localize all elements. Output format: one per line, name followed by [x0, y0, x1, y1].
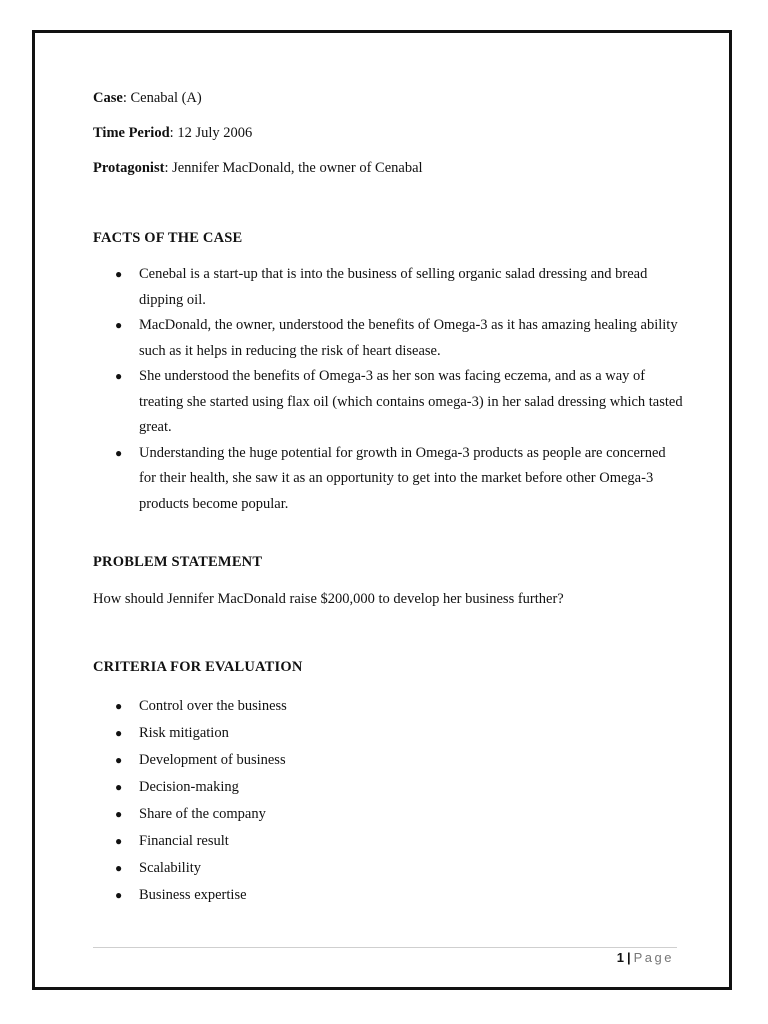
criterion-text: Risk mitigation: [139, 725, 229, 741]
fact-text: Cenebal is a start-up that is into the business of selling organic salad dressing and bread dipping oil.: [139, 266, 648, 308]
criterion-text: Development of business: [139, 752, 286, 768]
bullet-icon: ●: [115, 699, 123, 713]
document-page: [32, 30, 732, 990]
problem-statement-text: How should Jennifer MacDonald raise $200,000 to develop her business further?: [93, 591, 564, 607]
criterion-text: Share of the company: [139, 806, 266, 822]
facts-list-item: [93, 441, 683, 518]
case-label: Case: [93, 90, 123, 106]
page-number: 1: [616, 950, 624, 965]
fact-text: She understood the benefits of Omega-3 as her son was facing eczema, and as a way of treating she started using flax oil (which contains omega-3) in her salad dressing which tasted great.: [139, 368, 683, 435]
bullet-icon: ●: [115, 834, 123, 848]
criterion-text: Scalability: [139, 860, 202, 876]
criteria-list-item: [93, 720, 287, 747]
bullet-icon: ●: [115, 445, 123, 460]
criteria-heading: CRITERIA FOR EVALUATION: [93, 659, 303, 675]
protagonist-line: Protagonist: Jennifer MacDonald, the owner of Cenabal: [93, 160, 423, 176]
criterion-text: Control over the business: [139, 698, 287, 714]
bullet-icon: ●: [115, 861, 123, 875]
criteria-list-item: [93, 828, 287, 855]
page-label: Page: [633, 950, 674, 965]
criterion-text: Business expertise: [139, 887, 247, 903]
footer-separator: |: [626, 950, 631, 965]
fact-text: Understanding the huge potential for growth in Omega-3 products as people are concerned for their health, she saw it as an opportunity to get into the market before other Omega-3 products become popular.: [139, 444, 666, 512]
problem-heading: PROBLEM STATEMENT: [93, 554, 263, 570]
criteria-list-item: [93, 801, 287, 828]
fact-text: MacDonald, the owner, understood the benefits of Omega-3 as it has amazing healing ability such as it helps in reducing the risk of heart disease.: [139, 317, 678, 359]
bullet-icon: ●: [115, 888, 123, 902]
bullet-icon: ●: [115, 267, 123, 281]
facts-list-item: [93, 313, 683, 364]
criteria-list-item: [93, 855, 287, 882]
criteria-list-item: [93, 774, 287, 801]
bullet-icon: ●: [115, 780, 123, 794]
case-line: Case: Cenabal (A): [93, 90, 202, 106]
criteria-list: [93, 693, 287, 909]
facts-list-item: [93, 364, 683, 441]
criteria-list-item: [93, 747, 287, 774]
bullet-icon: ●: [115, 807, 123, 821]
bullet-icon: ●: [115, 369, 123, 383]
criterion-text: Financial result: [139, 833, 229, 849]
bullet-icon: ●: [115, 318, 123, 332]
criterion-text: Decision-making: [139, 779, 239, 795]
case-value: Cenabal (A): [130, 90, 202, 106]
protagonist-value: Jennifer MacDonald, the owner of Cenabal: [172, 160, 423, 176]
time-period-label: Time Period: [93, 125, 170, 141]
protagonist-label: Protagonist: [93, 160, 165, 176]
facts-list-item: [93, 262, 683, 313]
criteria-list-item: [93, 882, 287, 909]
page-footer: [617, 949, 674, 967]
time-period-value: 12 July 2006: [177, 125, 253, 141]
facts-heading: FACTS OF THE CASE: [93, 230, 243, 246]
time-period-line: Time Period: 12 July 2006: [93, 125, 253, 141]
criteria-list-item: [93, 693, 287, 720]
bullet-icon: ●: [115, 726, 123, 740]
bullet-icon: ●: [115, 753, 123, 767]
facts-list: [93, 262, 683, 517]
footer-divider: [93, 947, 677, 948]
